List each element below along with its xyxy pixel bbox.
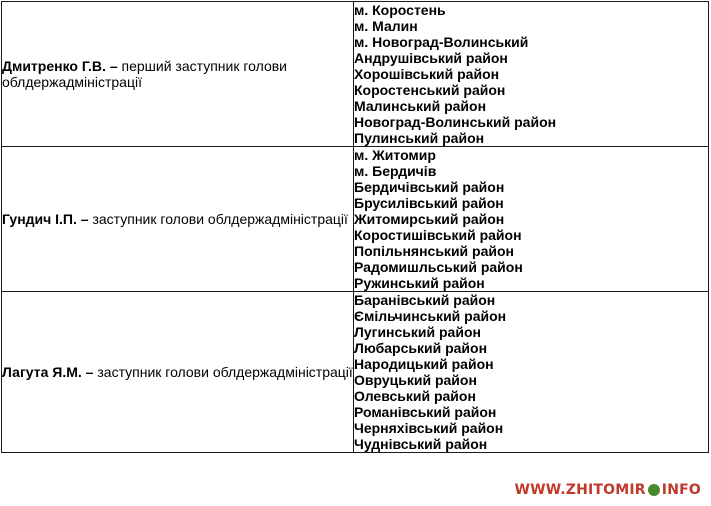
area-list — [354, 2, 708, 146]
areas-cell — [354, 292, 709, 453]
table-row — [2, 292, 709, 453]
watermark-dot-icon — [648, 484, 660, 496]
responsibility-table — [1, 1, 709, 453]
area-item: Овруцький район — [354, 372, 477, 388]
area-item: м. Бердичів — [354, 163, 437, 179]
area-item: Ємільчинський район — [354, 308, 507, 324]
area-item: Коростишівський район — [354, 227, 522, 243]
table-row — [2, 147, 709, 292]
area-item: Пулинський район — [354, 130, 485, 146]
site-watermark — [510, 480, 705, 500]
area-item: Бердичівський район — [354, 179, 505, 195]
area-item: Житомирський район — [354, 211, 505, 227]
area-item: Попільнянський район — [354, 243, 514, 259]
watermark-prefix: WWW.ZHITOMIR — [514, 482, 646, 498]
area-item: Хорошівський район — [354, 66, 500, 82]
table-row — [2, 2, 709, 147]
official-cell — [2, 292, 354, 453]
official-cell — [2, 147, 354, 292]
official-cell — [2, 2, 354, 147]
official-position: заступник голови облдержадміністрації — [93, 364, 353, 380]
area-item: м. Коростень — [354, 2, 446, 18]
area-item: Черняхівський район — [354, 420, 504, 436]
official-name: Гундич І.П. – — [2, 211, 89, 227]
official-name: Дмитренко Г.В. – — [2, 58, 118, 74]
area-item: Любарський район — [354, 340, 488, 356]
watermark-suffix: INFO — [661, 482, 701, 498]
area-item: м. Новоград-Волинський — [354, 34, 529, 50]
area-item: Радомишльський район — [354, 259, 523, 275]
table-body — [2, 2, 709, 453]
official-name: Лагута Я.М. – — [2, 364, 94, 380]
official-position: заступник голови облдержадміністрації — [88, 211, 348, 227]
area-item: Малинський район — [354, 98, 487, 114]
areas-cell — [354, 147, 709, 292]
area-item: Олевський район — [354, 388, 476, 404]
area-item: Андрушівський район — [354, 50, 508, 66]
official-position: перший заступник голови облдержадміністрації — [2, 58, 287, 90]
area-item: Народицький район — [354, 356, 494, 372]
area-item: м. Малин — [354, 18, 418, 34]
area-item: Чуднівський район — [354, 436, 488, 452]
area-item: Лугинський район — [354, 324, 481, 340]
area-item: м. Житомир — [354, 147, 436, 163]
area-item: Брусилівський район — [354, 195, 504, 211]
area-item: Коростенський район — [354, 82, 506, 98]
area-item: Романівський район — [354, 404, 497, 420]
area-list — [354, 292, 708, 452]
area-item: Баранівський район — [354, 292, 496, 308]
area-list — [354, 147, 708, 291]
areas-cell — [354, 2, 709, 147]
area-item: Ружинський район — [354, 275, 485, 291]
area-item: Новоград-Волинський район — [354, 114, 557, 130]
